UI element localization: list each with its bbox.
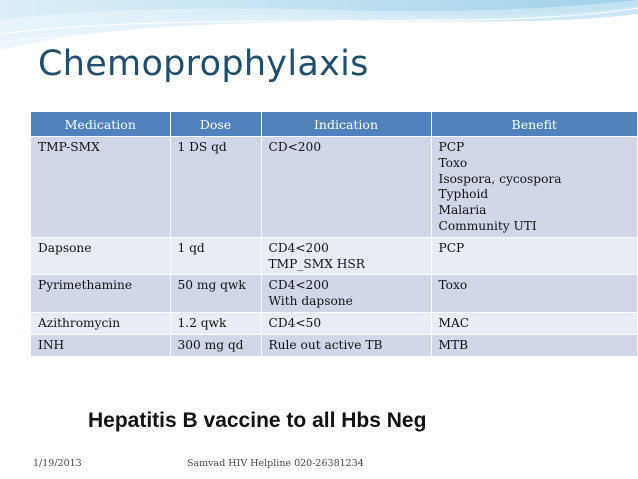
indication-line: With dapsone	[268, 294, 353, 309]
cell-indication	[261, 275, 431, 313]
table-row	[31, 137, 637, 238]
cell-indication	[261, 237, 431, 275]
indication-line: CD4<200	[268, 278, 329, 293]
indication-line: TMP_SMX HSR	[268, 256, 365, 271]
cell-indication	[261, 312, 431, 334]
benefit-line: MTB	[438, 337, 469, 352]
cell-dose: 1.2 qwk	[170, 312, 261, 334]
cell-medication: Azithromycin	[31, 312, 170, 334]
benefit-line: Isospora, cycospora	[438, 171, 562, 186]
cell-benefit	[431, 312, 637, 334]
benefit-line: Toxo	[438, 278, 468, 293]
indication-line: CD4<200	[268, 240, 329, 255]
benefit-line: MAC	[438, 315, 470, 330]
slide-title: Chemoprophylaxis	[38, 44, 369, 84]
benefit-line: Typhoid	[438, 187, 489, 202]
cell-medication: Pyrimethamine	[31, 275, 170, 313]
table-row	[31, 275, 637, 313]
cell-dose: 1 DS qd	[170, 137, 261, 238]
footer-helpline: Samvad HIV Helpline 020-26381234	[187, 458, 364, 469]
benefit-line: Malaria	[438, 203, 487, 218]
cell-benefit	[431, 334, 637, 355]
chemoprophylaxis-table	[31, 112, 637, 356]
header-medication: Medication	[31, 112, 170, 137]
table-row	[31, 334, 637, 355]
indication-line: CD4<50	[268, 315, 322, 330]
benefit-line: PCP	[438, 140, 465, 154]
table-row	[31, 312, 637, 334]
benefit-line: PCP	[438, 240, 465, 255]
footer-date: 1/19/2013	[33, 458, 82, 469]
cell-medication: INH	[31, 334, 170, 355]
header-indication: Indication	[261, 112, 431, 137]
cell-dose: 1 qd	[170, 237, 261, 275]
cell-benefit	[431, 237, 637, 275]
cell-dose: 50 mg qwk	[170, 275, 261, 313]
cell-indication	[261, 334, 431, 355]
indication-line: CD<200	[268, 140, 322, 154]
indication-line: Rule out active TB	[268, 337, 383, 352]
benefit-line: Toxo	[438, 155, 468, 170]
cell-benefit	[431, 275, 637, 313]
header-benefit: Benefit	[431, 112, 637, 137]
cell-medication: Dapsone	[31, 237, 170, 275]
table-row	[31, 237, 637, 275]
cell-indication	[261, 137, 431, 238]
benefit-line: Community UTI	[438, 218, 537, 233]
header-dose: Dose	[170, 112, 261, 137]
table-header-row	[31, 112, 637, 137]
cell-medication: TMP-SMX	[31, 137, 170, 238]
cell-benefit	[431, 137, 637, 238]
hepatitis-b-note: Hepatitis B vaccine to all Hbs Neg	[88, 409, 427, 432]
cell-dose: 300 mg qd	[170, 334, 261, 355]
